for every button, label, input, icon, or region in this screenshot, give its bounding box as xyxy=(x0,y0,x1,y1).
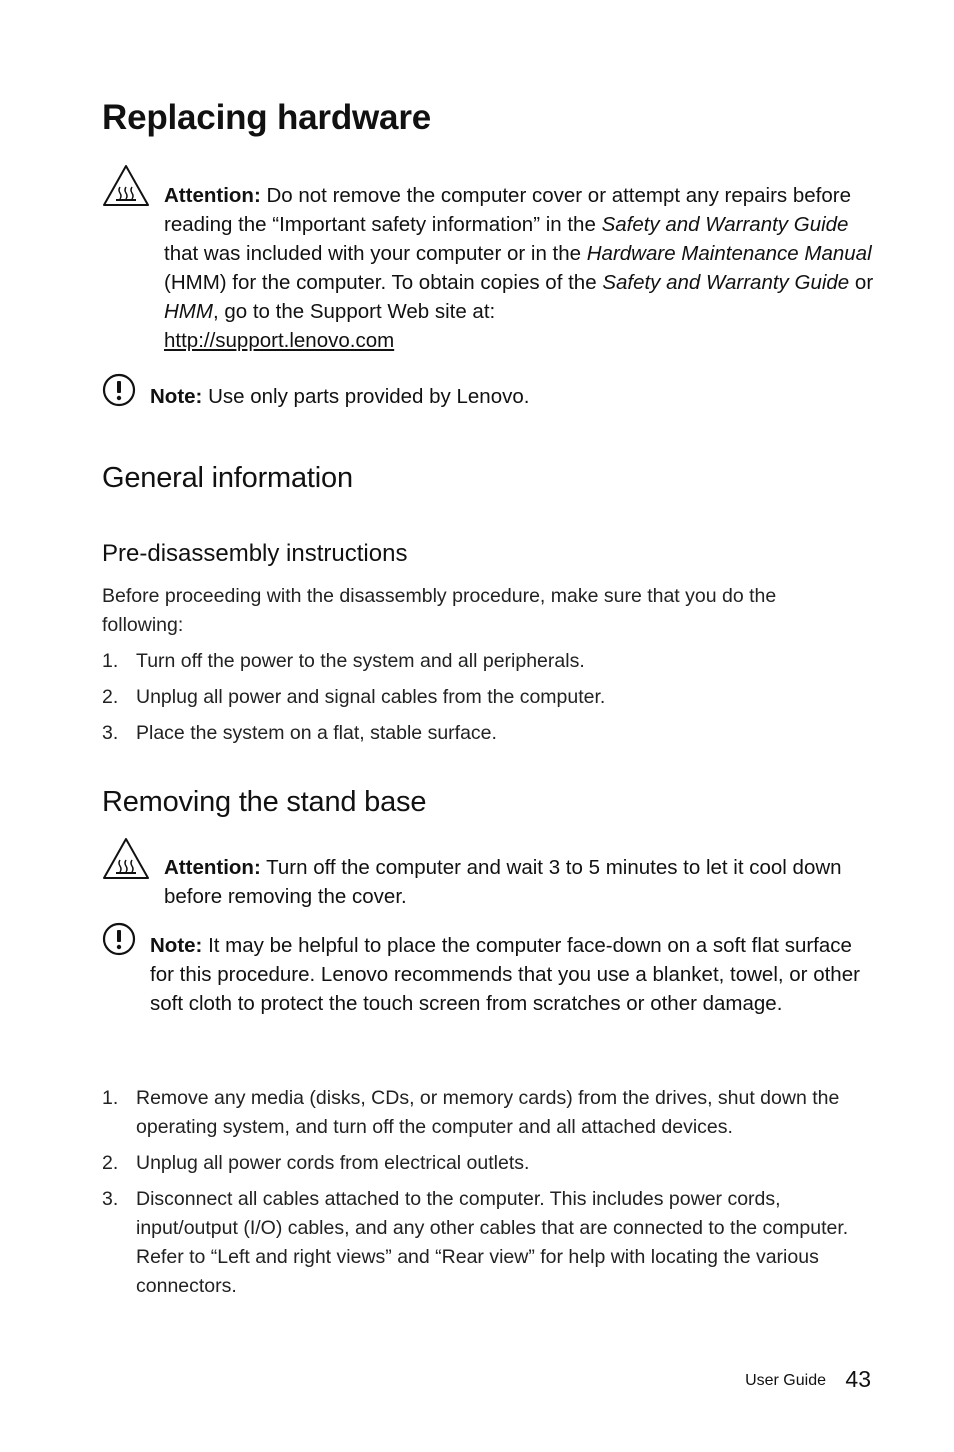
page-number: 43 xyxy=(845,1366,871,1392)
note-callout-1 xyxy=(150,382,870,411)
attention-text: Turn off the computer and wait 3 to 5 minutes to let it cool down before removing the cover. xyxy=(164,856,842,908)
hot-surface-warning-icon xyxy=(101,163,151,208)
list-text: Unplug all power cords from electrical outlets. xyxy=(136,1152,530,1174)
note-label: Note: xyxy=(150,385,203,408)
pre-disassembly-steps xyxy=(102,647,872,748)
list-number: 2. xyxy=(102,686,119,708)
list-number: 1. xyxy=(102,1087,119,1109)
attention-doc-title: HMM xyxy=(164,300,213,323)
note-exclamation-icon xyxy=(102,373,136,407)
attention-text: that was included with your computer or in the xyxy=(164,242,587,265)
list-number: 3. xyxy=(102,722,119,744)
list-item xyxy=(102,719,872,748)
list-item xyxy=(102,683,872,712)
attention-doc-title: Safety and Warranty Guide xyxy=(601,213,849,236)
list-text: Remove any media (disks, CDs, or memory cards) from the drives, shut down the operating system, and turn off the computer and all attached devices. xyxy=(136,1087,840,1138)
list-item xyxy=(102,1084,872,1142)
note-text: Use only parts provided by Lenovo. xyxy=(202,385,530,408)
list-text: Place the system on a flat, stable surface. xyxy=(136,722,497,744)
attention-label: Attention: xyxy=(164,184,261,207)
attention-text: or xyxy=(849,271,874,294)
list-number: 2. xyxy=(102,1152,119,1174)
list-text: Unplug all power and signal cables from the computer. xyxy=(136,686,606,708)
list-text: Disconnect all cables attached to the computer. This includes power cords, input/output (I/O) cables, and any other cables that are connected to the computer. Refer to “Left and right views” and “Rear view” for help with locating the various connectors. xyxy=(136,1188,849,1297)
list-number: 3. xyxy=(102,1188,119,1210)
attention-text: , go to the Support Web site at: xyxy=(212,300,496,323)
list-number: 1. xyxy=(102,650,119,672)
attention-text: (HMM) for the computer. To obtain copies of the xyxy=(164,271,603,294)
section-heading-stand-base: Removing the stand base xyxy=(102,786,427,818)
list-item xyxy=(102,1149,872,1178)
attention-text: Do not remove the computer cover or attempt any repairs before reading the “Important safety information” in the xyxy=(164,184,852,236)
page-title: Replacing hardware xyxy=(102,98,432,137)
note-exclamation-icon xyxy=(102,922,136,956)
attention-doc-title: Hardware Maintenance Manual xyxy=(586,242,872,265)
pre-disassembly-intro: Before proceeding with the disassembly procedure, make sure that you do the following: xyxy=(102,585,777,636)
stand-base-steps xyxy=(102,1084,872,1301)
section-heading-general: General information xyxy=(102,462,353,494)
support-link[interactable]: http://support.lenovo.com xyxy=(164,329,395,352)
list-item xyxy=(102,1185,872,1301)
note-label: Note: xyxy=(150,934,203,957)
note-callout-2 xyxy=(150,931,862,1018)
attention-callout-2 xyxy=(164,853,864,911)
attention-callout-1 xyxy=(164,181,876,355)
attention-doc-title: Safety and Warranty Guide xyxy=(602,271,850,294)
attention-label: Attention: xyxy=(164,856,261,879)
footer-label: User Guide xyxy=(745,1372,826,1389)
hot-surface-warning-icon xyxy=(101,836,151,881)
list-text: Turn off the power to the system and all peripherals. xyxy=(136,650,585,672)
note-text: It may be helpful to place the computer face-down on a soft flat surface for this procedure. Lenovo recommends that you use a blanket, towel, or other soft cloth to protect the touch screen from scratches or other damage. xyxy=(150,934,860,1015)
list-item xyxy=(102,647,872,676)
subsection-heading-pre-disassembly: Pre-disassembly instructions xyxy=(102,540,408,567)
